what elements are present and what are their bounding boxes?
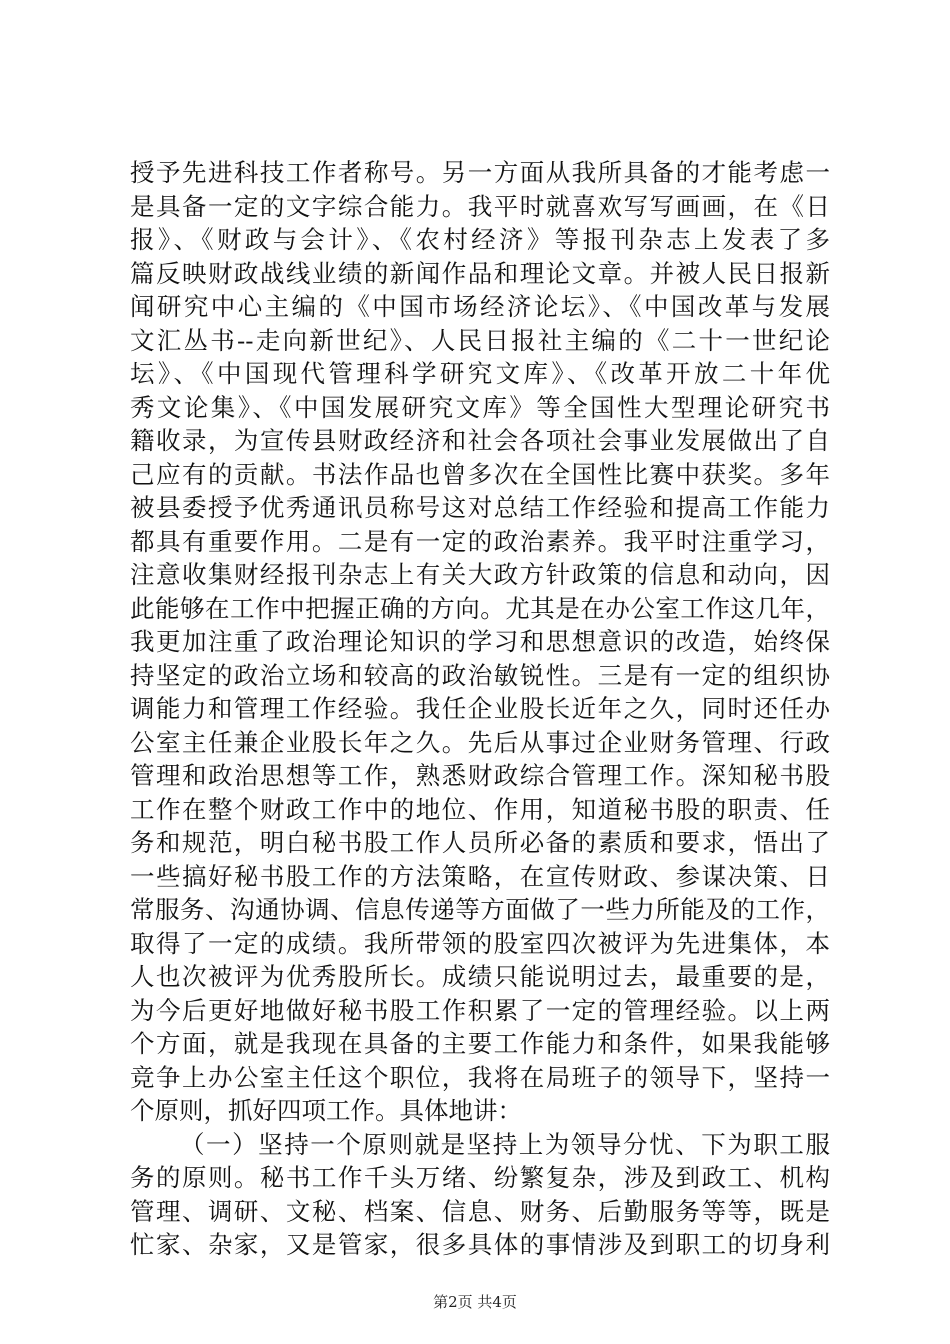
text-line: 竞争上办公室主任这个职位，我将在局班子的领导下，坚持一 bbox=[130, 1062, 830, 1092]
text-line: 个方面，就是我现在具备的主要工作能力和条件，如果我能够 bbox=[130, 1029, 830, 1058]
text-line: 人也次被评为优秀股所长。成绩只能说明过去，最重要的是， bbox=[130, 962, 830, 991]
text-line: 调能力和管理工作经验。我任企业股长近年之久，同时还任办 bbox=[130, 694, 830, 723]
text-line: 务和规范，明白秘书股工作人员所必备的素质和要求，悟出了 bbox=[130, 828, 830, 857]
text-line: 被县委授予优秀通讯员称号这对总结工作经验和提高工作能力 bbox=[130, 493, 830, 522]
text-line: 个原则，抓好四项工作。具体地讲： bbox=[130, 1096, 522, 1125]
text-line: 我更加注重了政治理论知识的学习和思想意识的改造，始终保 bbox=[130, 627, 830, 656]
text-line: 取得了一定的成绩。我所带领的股室四次被评为先进集体，本 bbox=[130, 928, 830, 958]
text-line: 此能够在工作中把握正确的方向。尤其是在办公室工作这几年， bbox=[130, 593, 830, 623]
text-line: 文汇丛书--走向新世纪》、人民日报社主编的《二十一世纪论 bbox=[130, 325, 830, 355]
text-line: 篇反映财政战线业绩的新闻作品和理论文章。并被人民日报新 bbox=[130, 258, 830, 288]
text-line: 公室主任兼企业股长年之久。先后从事过企业财务管理、行政 bbox=[130, 727, 830, 757]
body-text bbox=[130, 156, 830, 1262]
text-line: 闻研究中心主编的《中国市场经济论坛》、《中国改革与发展 bbox=[130, 292, 830, 321]
text-line: 己应有的贡献。书法作品也曾多次在全国性比赛中获奖。多年 bbox=[130, 459, 830, 489]
text-line: 管理、调研、文秘、档案、信息、财务、后勤服务等等，既是 bbox=[130, 1196, 830, 1226]
text-line: 注意收集财经报刊杂志上有关大政方针政策的信息和动向，因 bbox=[130, 560, 830, 589]
text-line: 报》、《财政与会计》、《农村经济》等报刊杂志上发表了多 bbox=[130, 225, 830, 254]
text-line: 忙家、杂家，又是管家，很多具体的事情涉及到职工的切身利 bbox=[130, 1230, 830, 1259]
text-line: 持坚定的政治立场和较高的政治敏锐性。三是有一定的组织协 bbox=[130, 660, 830, 690]
text-line: 籍收录，为宣传县财政经济和社会各项社会事业发展做出了自 bbox=[130, 426, 830, 455]
text-line: 秀文论集》、《中国发展研究文库》等全国性大型理论研究书 bbox=[130, 392, 830, 422]
text-line: 常服务、沟通协调、信息传递等方面做了一些力所能及的工作， bbox=[130, 895, 830, 924]
text-line: 工作在整个财政工作中的地位、作用，知道秘书股的职责、任 bbox=[130, 794, 830, 824]
text-line: 是具备一定的文字综合能力。我平时就喜欢写写画画，在《日 bbox=[130, 191, 830, 221]
text-line: 一些搞好秘书股工作的方法策略，在宣传财政、参谋决策、日 bbox=[130, 861, 830, 891]
text-line: 都具有重要作用。二是有一定的政治素养。我平时注重学习， bbox=[130, 526, 830, 556]
text-line: 管理和政治思想等工作，熟悉财政综合管理工作。深知秘书股 bbox=[130, 761, 830, 790]
text-line: 务的原则。秘书工作千头万绪、纷繁复杂，涉及到政工、机构 bbox=[130, 1163, 830, 1192]
paragraph-first-line: （一）坚持一个原则就是坚持上为领导分忧、下为职工服 bbox=[180, 1129, 830, 1159]
text-line: 为今后更好地做好秘书股工作积累了一定的管理经验。以上两 bbox=[130, 995, 830, 1025]
text-line: 坛》、《中国现代管理科学研究文库》、《改革开放二十年优 bbox=[130, 359, 830, 388]
text-line: 授予先进科技工作者称号。另一方面从我所具备的才能考虑一 bbox=[130, 158, 830, 187]
page-number-footer: 第2页 共4页 bbox=[433, 1293, 517, 1311]
